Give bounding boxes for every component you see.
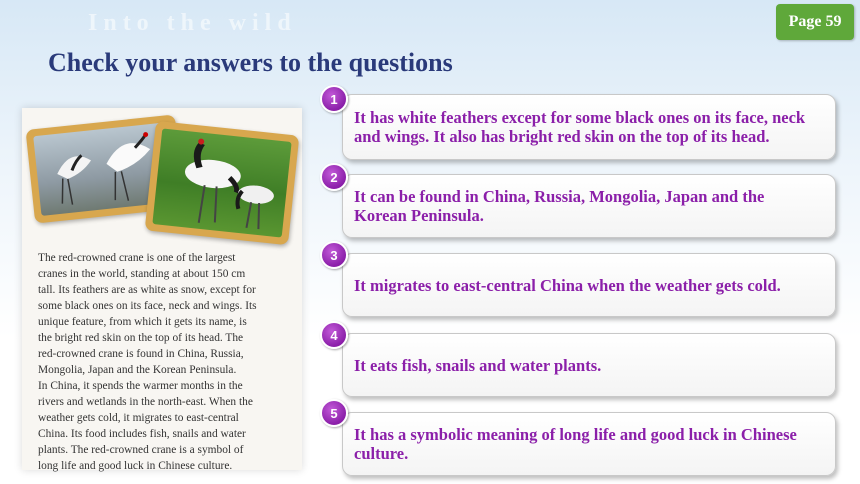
- passage-line: The red-crowned crane is one of the largest: [38, 252, 236, 264]
- number-badge-3: 3: [320, 241, 348, 269]
- textbook-excerpt: [22, 108, 302, 470]
- passage-line: unique feature, from which it gets its name, is: [38, 316, 247, 328]
- passage-line: cranes in the world, standing at about 150 cm: [38, 268, 246, 280]
- answer-card-2: [342, 174, 836, 238]
- number-badge-4: 4: [320, 321, 348, 349]
- answer-card-4: [342, 333, 836, 397]
- number-badge-5: 5: [320, 399, 348, 427]
- answer-card-5: [342, 412, 836, 476]
- answer-text: It migrates to east-central China when the weather gets cold.: [354, 275, 781, 295]
- passage-line: long life and good luck in Chinese culture.: [38, 460, 233, 472]
- unit-title: Into the wild: [88, 10, 297, 36]
- answer-text: It has a symbolic meaning of long life and good luck in Chinese culture.: [354, 425, 797, 463]
- page-title: Check your answers to the questions: [48, 48, 453, 77]
- passage-line: plants. The red-crowned crane is a symbol of: [38, 444, 244, 456]
- passage-line: China. Its food includes fish, snails and water: [38, 428, 246, 440]
- passage-line: Mongolia, Japan and the Korean Peninsula.: [38, 364, 237, 376]
- passage-line: weather gets cold, it migrates to east-central: [38, 412, 239, 424]
- passage-line: In China, it spends the warmer months in the: [38, 380, 243, 392]
- standing-cranes-illustration: [152, 128, 291, 237]
- passage-line: rivers and wetlands in the north-east. When the: [38, 396, 253, 408]
- number-badge-2: 2: [320, 163, 348, 191]
- passage-line: tall. Its feathers are as white as snow, except for: [38, 284, 256, 296]
- answer-text: It has white feathers except for some black ones on its face, neck and wings. It also has bright red skin on the top of its head.: [354, 108, 806, 146]
- answer-text: It can be found in China, Russia, Mongolia, Japan and the Korean Peninsula.: [354, 187, 765, 225]
- page-badge: Page 59: [776, 4, 854, 40]
- passage-line: the bright red skin on the top of its head. The: [38, 332, 244, 344]
- textbook-passage: [38, 250, 300, 474]
- passage-line: red-crowned crane is found in China, Russia,: [38, 348, 244, 360]
- answer-text: It eats fish, snails and water plants.: [354, 355, 602, 375]
- passage-line: some black ones on its face, neck and wings. Its: [38, 300, 257, 312]
- answer-card-3: [342, 253, 836, 317]
- answer-card-1: [342, 94, 836, 160]
- number-badge-1: 1: [320, 85, 348, 113]
- crane-photo-grass: [145, 121, 300, 245]
